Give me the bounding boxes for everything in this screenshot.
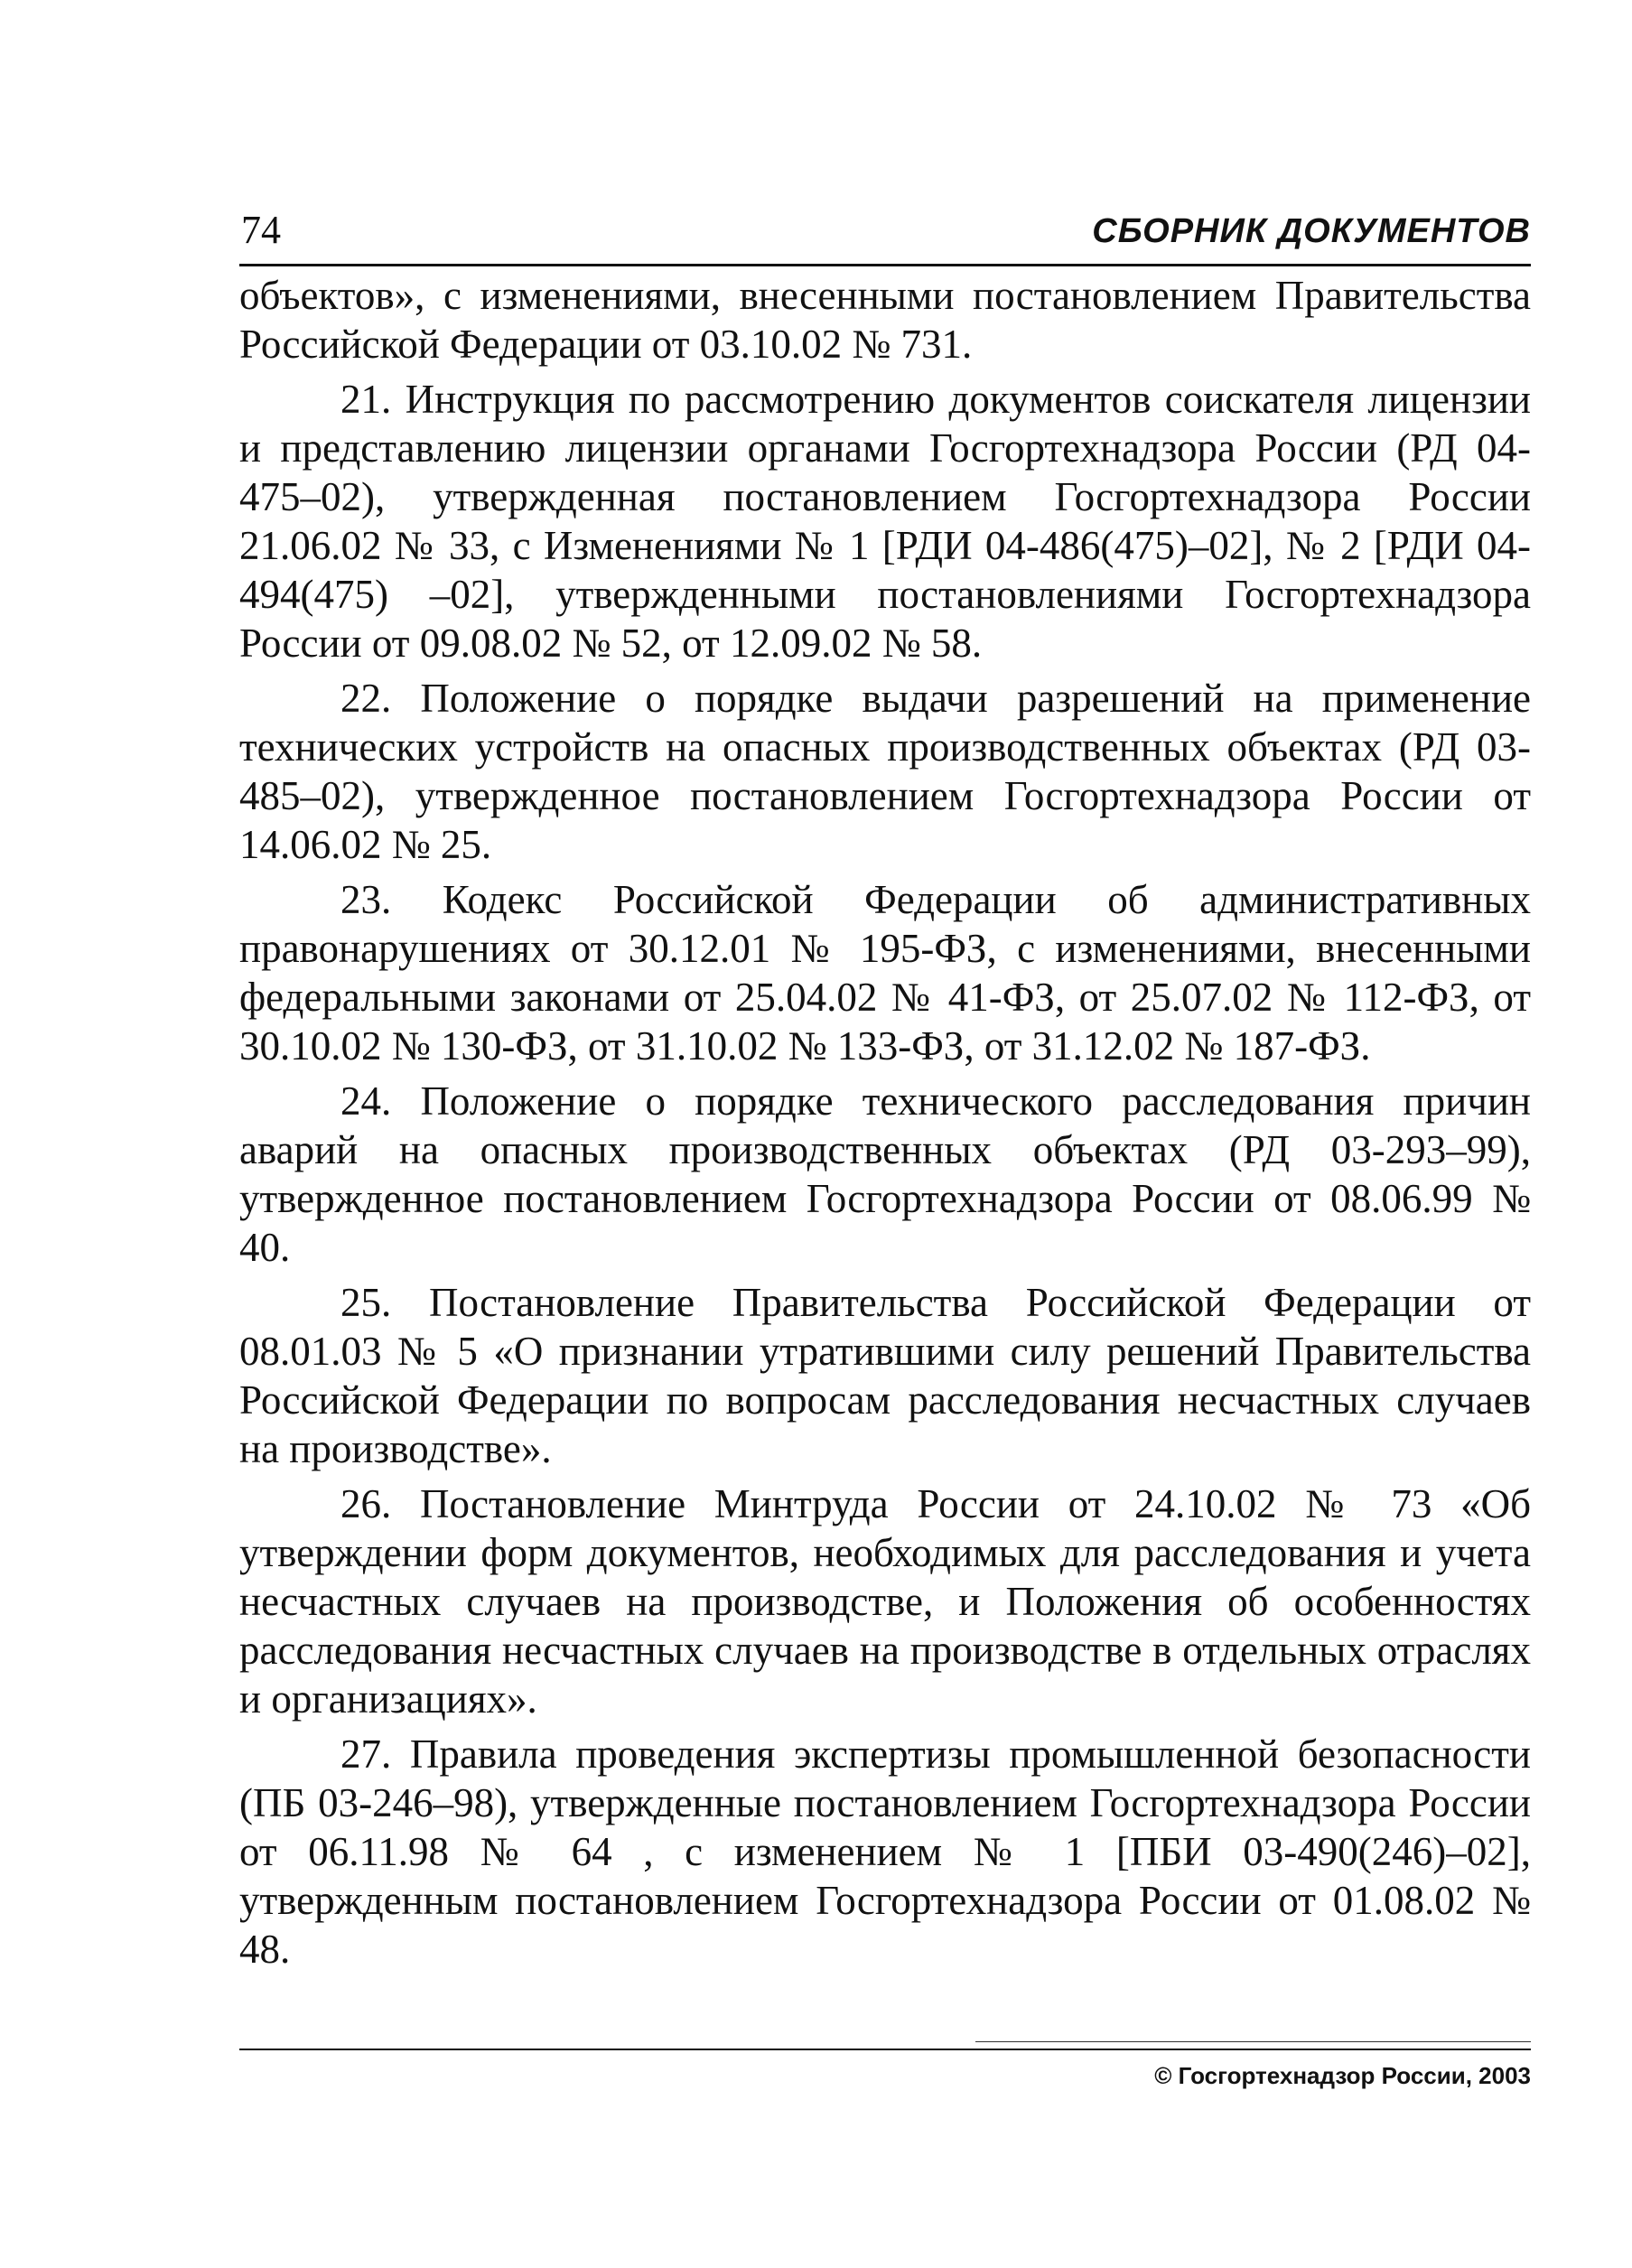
item-number: 21. — [340, 377, 392, 422]
paragraph-text: Кодекс Российской Федерации об административных правонарушениях от 30.12.01 № 195-ФЗ, с изменениями, внесенными федеральными законами от 25.04.02 № 41-ФЗ, от 25.07.02 № 112-ФЗ, от 30.10.02 № 130-ФЗ, от 31.10.02 № 133-ФЗ, от 31.12.02 № 187-ФЗ. — [239, 877, 1532, 1069]
paragraph-text: Правила проведения экспертизы промышленной безопасности (ПБ 03-246–98), утвержденные постановлением Госгортехнадзора России от 06.11.98 № 64 , с изменением № 1 [ПБИ 03-490(246)–02], утвержденным постановлением Госгортехнадзора России от 01.08.02 № 48. — [239, 1731, 1531, 1972]
paragraph-text: Постановление Правительства Российской Федерации от 08.01.03 № 5 «О признании утратившими силу решений Правительства Российской Федерации по вопросам расследования несчастных случаев на производстве». — [239, 1280, 1531, 1471]
list-item-22 — [239, 674, 1531, 869]
item-number: 22. — [340, 676, 392, 721]
paragraph-text: Постановление Минтруда России от 24.10.02 № 73 «Об утверждении форм документов, необходимых для расследования и учета несчастных случаев на производстве, и Положения об особенностях расследования несчастных случаев на производстве в отдельных отраслях и организациях». — [239, 1481, 1532, 1722]
paragraph-text: Инструкция по рассмотрению документов соискателя лицензии и представлению лицензии органами Госгортехнадзора России (РД 04-475–02), утвержденная постановлением Госгортехнадзора России 21.06.02 № 33, с Изменениями № 1 [РДИ 04-486(475)–02], № 2 [РДИ 04-494(475) –02], утвержденными постановлениями Госгортехнадзора России от 09.08.02 № 52, от 12.09.02 № 58. — [239, 377, 1532, 666]
page-header — [239, 201, 1531, 266]
paragraph-text: объектов», с изменениями, внесенными постановлением Правительства Российской Федерации от 03.10.02 № 731. — [239, 273, 1531, 367]
list-item-27 — [239, 1730, 1531, 1974]
page-number: 74 — [241, 208, 281, 252]
running-title: СБОРНИК ДОКУМЕНТОВ — [1092, 212, 1531, 250]
document-body — [239, 271, 1531, 1980]
item-number: 27. — [340, 1731, 392, 1777]
list-item-24 — [239, 1077, 1531, 1272]
list-item-26 — [239, 1479, 1531, 1723]
paragraph-text: Положение о порядке выдачи разрешений на применение технических устройств на опасных производственных объектах (РД 03-485–02), утвержденное постановлением Госгортехнадзора России от 14.06.02 № 25. — [239, 676, 1532, 867]
copyright-notice: © Госгортехнадзор России, 2003 — [1154, 2062, 1531, 2089]
item-number: 26. — [340, 1481, 392, 1526]
item-number: 23. — [340, 877, 392, 922]
list-item-23 — [239, 875, 1531, 1070]
footer-divider — [239, 2049, 1531, 2050]
footer-divider-short — [975, 2041, 1531, 2042]
list-item-21 — [239, 375, 1531, 667]
paragraph-continuation — [239, 271, 1531, 369]
item-number: 24. — [340, 1078, 392, 1124]
list-item-25 — [239, 1278, 1531, 1473]
paragraph-text: Положение о порядке технического расследования причин аварий на опасных производственных объектах (РД 03-293–99), утвержденное постановлением Госгортехнадзора России от 08.06.99 № 40. — [239, 1078, 1531, 1270]
item-number: 25. — [340, 1280, 392, 1325]
